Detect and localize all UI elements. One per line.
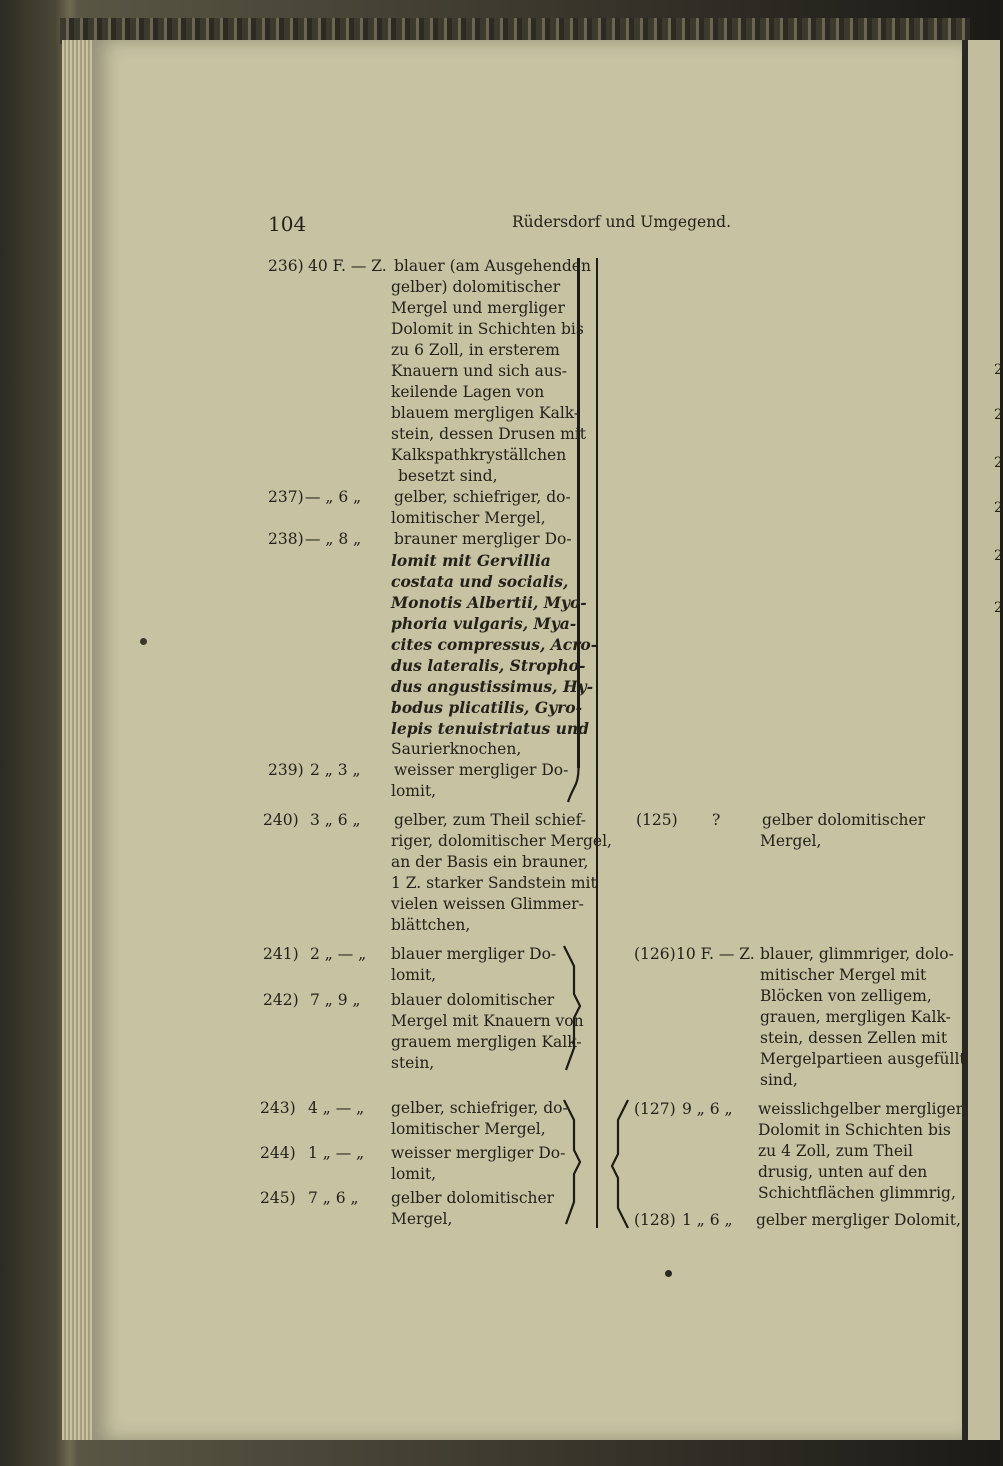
entry-242-line: Mergel mit Knauern von	[391, 1012, 584, 1030]
entry-127-line: drusig, unten auf den	[758, 1163, 928, 1181]
entry-237-line: gelber, schiefriger, do-	[394, 488, 571, 506]
entry-245-line: gelber dolomitischer	[391, 1189, 555, 1207]
page-speck	[665, 1270, 672, 1277]
facing-page-mark: 2	[994, 500, 1003, 516]
entry-238-line: costata und socialis,	[391, 572, 569, 591]
entry-237-thickness: — „ 6 „	[305, 488, 362, 506]
entry-241-thickness: 2 „ — „	[310, 945, 367, 963]
entry-240-line: an der Basis ein brauner,	[391, 853, 589, 871]
entry-126-line: sind,	[760, 1071, 798, 1089]
facing-page	[968, 40, 1000, 1440]
entry-126-thickness: 10 F. — Z.	[676, 945, 755, 963]
entry-241-num: 241)	[263, 945, 299, 963]
entry-236-line: zu 6 Zoll, in ersterem	[391, 341, 560, 359]
entry-244-thickness: 1 „ — „	[308, 1144, 365, 1162]
entry-241-line: lomit,	[391, 966, 437, 984]
entry-236-line: blauem mergligen Kalk-	[391, 404, 580, 422]
entry-245-num: 245)	[260, 1189, 296, 1207]
entry-238-line: bodus plicatilis, Gyro-	[391, 698, 583, 717]
entry-244-line: lomit,	[391, 1165, 437, 1183]
entry-127-line: Dolomit in Schichten bis	[758, 1121, 951, 1139]
entry-240-num: 240)	[263, 811, 299, 829]
entry-238-num: 238)	[268, 530, 304, 548]
entry-243-num: 243)	[260, 1099, 296, 1117]
entry-236-line: keilende Lagen von	[391, 383, 545, 401]
entry-240-line: 1 Z. starker Sandstein mit	[391, 874, 597, 892]
entry-236-thickness: 40 F. — Z.	[308, 257, 387, 275]
entry-241-line: blauer mergliger Do-	[391, 945, 557, 963]
entry-243-line: lomitischer Mergel,	[391, 1120, 546, 1138]
entry-242-line: stein,	[391, 1054, 435, 1072]
entry-236-line: blauer (am Ausgehenden	[394, 257, 591, 275]
brace-243-245	[560, 1098, 584, 1226]
entry-128-num: (128)	[634, 1211, 676, 1229]
entry-127-line: weisslichgelber mergliger	[758, 1100, 963, 1118]
entry-237-line: lomitischer Mergel,	[391, 509, 546, 527]
entry-125-line: gelber dolomitischer	[762, 811, 926, 829]
entry-242-thickness: 7 „ 9 „	[310, 991, 361, 1009]
entry-236-line: gelber) dolomitischer	[391, 278, 561, 296]
entry-238-line: lepis tenuistriatus und	[391, 719, 589, 738]
page-number: 104	[268, 212, 307, 236]
entry-238-line: cites compressus, Acro-	[391, 635, 598, 654]
entry-126-line: blauer, glimmriger, dolo-	[760, 945, 954, 963]
entry-237-num: 237)	[268, 488, 304, 506]
entry-244-line: weisser mergliger Do-	[391, 1144, 566, 1162]
facing-page-mark: 2	[994, 548, 1003, 564]
entry-127-line: Schichtflächen glimmrig,	[758, 1184, 956, 1202]
entry-127-thickness: 9 „ 6 „	[682, 1100, 733, 1118]
brace-127-128	[608, 1098, 630, 1230]
entry-239-num: 239)	[268, 761, 304, 779]
entry-126-line: mitischer Mergel mit	[760, 966, 927, 984]
entry-245-thickness: 7 „ 6 „	[308, 1189, 359, 1207]
entry-244-num: 244)	[260, 1144, 296, 1162]
entry-236-line: Dolomit in Schichten bis	[391, 320, 584, 338]
entry-240-line: blättchen,	[391, 916, 471, 934]
entry-126-line: stein, dessen Zellen mit	[760, 1029, 948, 1047]
entry-128-thickness: 1 „ 6 „	[682, 1211, 733, 1229]
entry-125-thickness: ?	[712, 811, 721, 829]
column-rule-center	[596, 258, 598, 1228]
entry-236-line: besetzt sind,	[398, 467, 498, 485]
entry-242-num: 242)	[263, 991, 299, 1009]
entry-236-line: Mergel und mergliger	[391, 299, 565, 317]
entry-126-line: Blöcken von zelligem,	[760, 987, 932, 1005]
running-title: Rüdersdorf und Umgegend.	[512, 213, 732, 231]
brace-239	[566, 758, 584, 804]
entry-126-num: (126)	[634, 945, 676, 963]
entry-236-num: 236)	[268, 257, 304, 275]
entry-243-thickness: 4 „ — „	[308, 1099, 365, 1117]
entry-238-line: Monotis Albertii, Myo-	[391, 593, 587, 612]
entry-240-thickness: 3 „ 6 „	[310, 811, 361, 829]
entry-238-line: lomit mit Gervillia	[391, 551, 551, 570]
entry-240-line: vielen weissen Glimmer-	[391, 895, 584, 913]
facing-page-mark: 2	[994, 407, 1003, 423]
entry-245-line: Mergel,	[391, 1210, 453, 1228]
entry-242-line: grauem mergligen Kalk-	[391, 1033, 582, 1051]
entry-128-line: gelber mergliger Dolomit,	[756, 1211, 961, 1229]
entry-238-thickness: — „ 8 „	[305, 530, 362, 548]
page-speck	[140, 638, 147, 645]
entry-127-line: zu 4 Zoll, zum Theil	[758, 1142, 913, 1160]
entry-127-num: (127)	[634, 1100, 676, 1118]
brace-241-242	[560, 944, 584, 1074]
entry-240-line: gelber, zum Theil schief-	[394, 811, 586, 829]
entry-242-line: blauer dolomitischer	[391, 991, 555, 1009]
entry-238-line: dus angustissimus, Hy-	[391, 677, 594, 696]
entry-125-num: (125)	[636, 811, 678, 829]
entry-239-thickness: 2 „ 3 „	[310, 761, 361, 779]
entry-238-line: dus lateralis, Stropho-	[391, 656, 586, 675]
entry-236-line: Kalkspathkryställchen	[391, 446, 567, 464]
entry-239-line: lomit,	[391, 782, 437, 800]
entry-125-line: Mergel,	[760, 832, 822, 850]
entry-126-line: grauen, mergligen Kalk-	[760, 1008, 951, 1026]
facing-page-mark: 2	[994, 600, 1003, 616]
entry-238-line: phoria vulgaris, Mya-	[391, 614, 577, 633]
facing-page-mark: 2	[994, 455, 1003, 471]
entry-238-line: brauner mergliger Do-	[394, 530, 572, 548]
entry-240-line: riger, dolomitischer Mergel,	[391, 832, 612, 850]
entry-239-line: weisser mergliger Do-	[394, 761, 569, 779]
entry-236-line: stein, dessen Drusen mit	[391, 425, 586, 443]
entry-236-line: Knauern und sich aus-	[391, 362, 568, 380]
entry-238-line: Saurierknochen,	[391, 740, 522, 758]
entry-243-line: gelber, schiefriger, do-	[391, 1099, 568, 1117]
facing-page-mark: 2	[994, 362, 1003, 378]
entry-126-line: Mergelpartieen ausgefüllt	[760, 1050, 966, 1068]
